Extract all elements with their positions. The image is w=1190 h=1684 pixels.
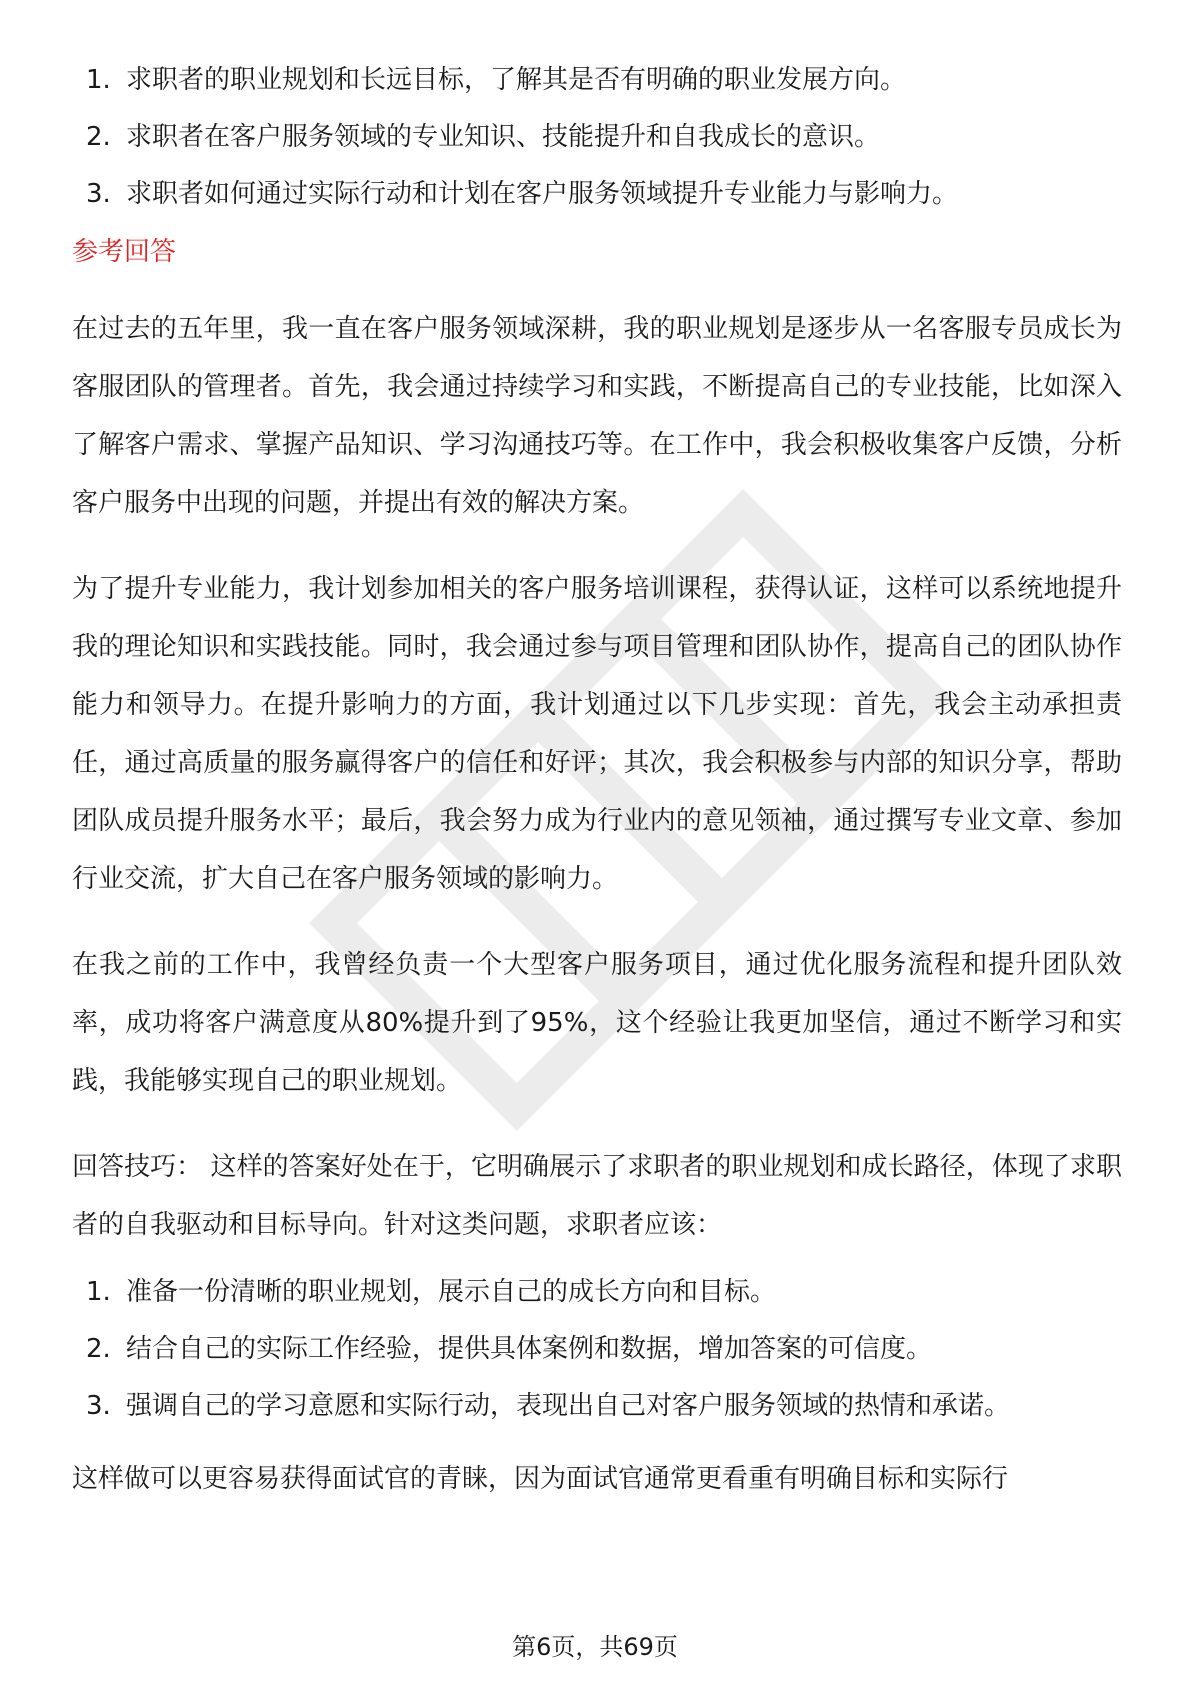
list-item — [72, 60, 1122, 100]
list-text: 求职者如何通过实际行动和计划在客户服务领域提升专业能力与影响力。 — [126, 179, 959, 209]
list-number: 2. — [86, 1334, 111, 1364]
list-text: 准备一份清晰的职业规划，展示自己的成长方向和目标。 — [126, 1277, 777, 1307]
closing-paragraph: 这样做可以更容易获得面试官的青睐，因为面试官通常更看重有明确目标和实际行 — [72, 1464, 1009, 1494]
list-item — [72, 1386, 1122, 1426]
list-item — [72, 1272, 1122, 1312]
tips-list — [72, 1272, 1122, 1426]
list-number: 3. — [86, 1391, 111, 1421]
answer-paragraph: 在我之前的工作中，我曾经负责一个大型客户服务项目，通过优化服务流程和提升团队效率，成功将客户满意度从80%提升到了95%，这个经验让我更加坚信，通过不断学习和实践，我能够实现自己的职业规划。 — [72, 950, 1122, 1096]
list-text: 求职者在客户服务领域的专业知识、技能提升和自我成长的意识。 — [126, 122, 881, 152]
intro-list — [72, 60, 1122, 214]
tips-paragraph: 回答技巧： 这样的答案好处在于，它明确展示了求职者的职业规划和成长路径，体现了求职者的自我驱动和目标导向。针对这类问题，求职者应该： — [72, 1152, 1122, 1240]
list-number: 1. — [86, 1277, 111, 1307]
list-item — [72, 117, 1122, 157]
list-text: 强调自己的学习意愿和实际行动，表现出自己对客户服务领域的热情和承诺。 — [126, 1391, 1011, 1421]
document-content — [72, 60, 1122, 1536]
answer-paragraph: 为了提升专业能力，我计划参加相关的客户服务培训课程，获得认证，这样可以系统地提升我的理论知识和实践技能。同时，我会通过参与项目管理和团队协作，提高自己的团队协作能力和领导力。在提升影响力的方面，我计划通过以下几步实现：首先，我会主动承担责任，通过高质量的服务赢得客户的信任和好评；其次，我会积极参与内部的知识分享，帮助团队成员提升服务水平；最后，我会努力成为行业内的意见领袖，通过撰写专业文章、参加行业交流，扩大自己在客户服务领域的影响力。 — [72, 574, 1122, 894]
list-number: 1. — [86, 65, 111, 95]
list-text: 结合自己的实际工作经验，提供具体案例和数据，增加答案的可信度。 — [126, 1334, 933, 1364]
page-footer: 第6页，共69页 — [512, 1633, 678, 1661]
answer-paragraph: 在过去的五年里，我一直在客户服务领域深耕，我的职业规划是逐步从一名客服专员成长为客服团队的管理者。首先，我会通过持续学习和实践，不断提高自己的专业技能，比如深入了解客户需求、掌握产品知识、学习沟通技巧等。在工作中，我会积极收集客户反馈，分析客户服务中出现的问题，并提出有效的解决方案。 — [72, 314, 1122, 518]
section-title: 参考回答 — [72, 237, 177, 267]
list-text: 求职者的职业规划和长远目标，了解其是否有明确的职业发展方向。 — [126, 65, 907, 95]
list-item — [72, 174, 1122, 214]
list-number: 3. — [86, 179, 111, 209]
list-number: 2. — [86, 122, 111, 152]
list-item — [72, 1329, 1122, 1369]
